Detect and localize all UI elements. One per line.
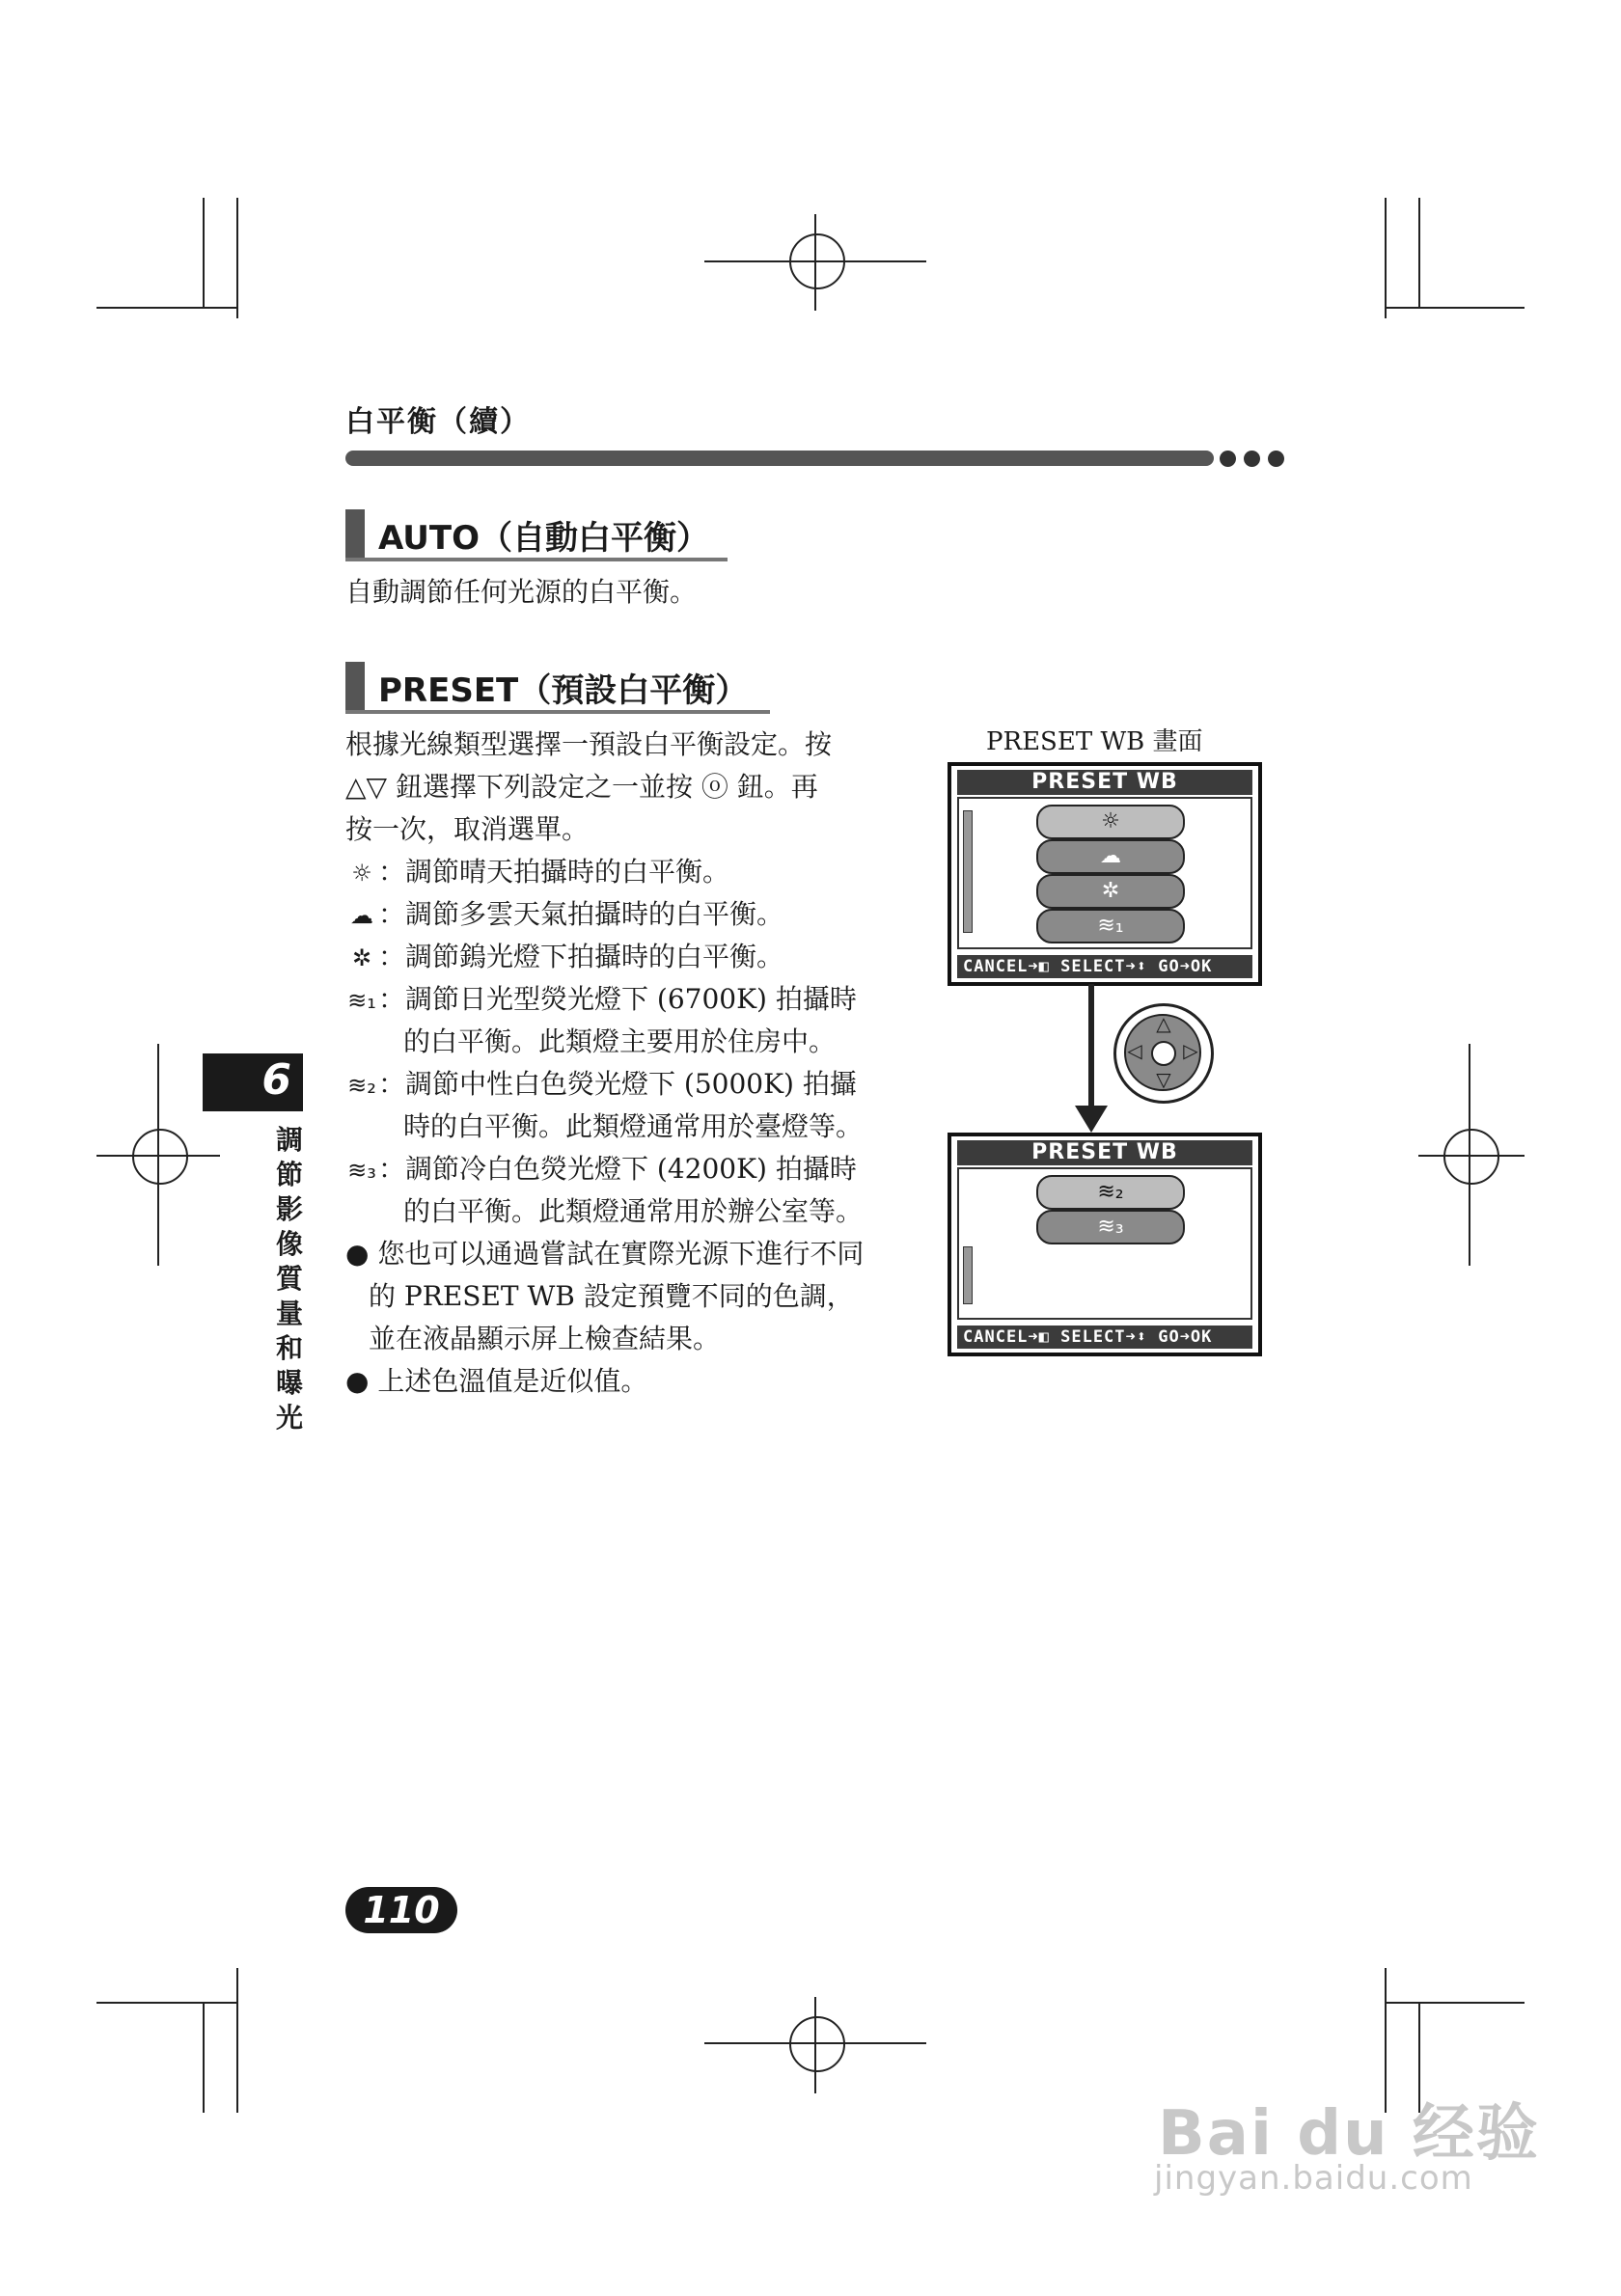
preset-intro-line: 按一次，取消選單。 [345,813,590,845]
wb-option-fluorescent-2: ≋₂ [1036,1175,1185,1210]
wb-option-fluorescent-3: ≋₃ [1036,1210,1185,1244]
wb-option-sunny: ☼ [1036,805,1185,839]
page-number: 110 [345,1887,457,1933]
baidu-watermark-url: jingyan.baidu.com [1154,2159,1473,2198]
heading-marker [345,509,365,558]
header-dot [1244,451,1260,467]
preset-item-tungsten [345,936,783,974]
arrow-left-icon: ◁ [1127,1039,1142,1062]
header-dot [1220,451,1236,467]
preset-item-sunny [345,851,729,889]
wb-option-tungsten: ✲ [1036,874,1185,909]
screen-menu [957,797,1252,949]
fluorescent-2-icon: ≋₂ [347,1072,376,1099]
screen-title: PRESET WB [957,1140,1252,1165]
tungsten-icon: ✲ [351,944,372,971]
down-arrow-shaft [1088,984,1094,1109]
scrollbar [963,810,973,933]
screen-footer: CANCEL➜◧ SELECT➜⬍ GO➜OK [957,955,1252,978]
screen-title: PRESET WB [957,770,1252,795]
note-bullet: ● 您也可以通過嘗試在實際光源下進行不同 [345,1238,865,1270]
figure-caption: PRESET WB 畫面 [986,727,1203,756]
chapter-number: 6 [261,1055,291,1105]
preset-item-text: 的白平衡。此類燈通常用於辦公室等。 [403,1195,864,1227]
preset-wb-screen-2 [948,1133,1262,1356]
preset-item-text: ：調節中性白色熒光燈下 (5000K) 拍攝 [378,1068,857,1100]
header-dot [1268,451,1284,467]
preset-intro-line: 根據光線類型選擇一預設白平衡設定。按 [345,728,833,760]
note-text: 並在液晶顯示屏上檢查結果。 [369,1323,721,1354]
preset-item-text: ：調節晴天拍攝時的白平衡。 [378,856,730,888]
fluorescent-1-icon: ≋₁ [347,987,376,1014]
arrow-right-icon: ▷ [1183,1039,1198,1062]
auto-section-description: 自動調節任何光源的白平衡。 [345,576,698,608]
fluorescent-3-icon: ≋₃ [347,1157,376,1184]
preset-item-text: ：調節鎢光燈下拍攝時的白平衡。 [378,941,784,972]
auto-section-title: AUTO（自動白平衡） [378,519,709,558]
wb-option-cloudy: ☁ [1036,839,1185,874]
heading-underline [345,710,770,714]
note-text: 的 PRESET WB 設定預覽不同的色調， [369,1280,854,1312]
running-header-title: 白平衡（續） [345,405,531,439]
preset-section-title: PRESET（預設白平衡） [378,671,749,710]
chapter-tab [203,1053,303,1111]
down-arrow-head [1075,1106,1108,1133]
scrollbar [963,1246,973,1304]
arrow-down-icon: ▽ [1156,1068,1171,1091]
preset-item-text: ：調節多雲天氣拍攝時的白平衡。 [378,898,784,930]
preset-item-text: ：調節日光型熒光燈下 (6700K) 拍攝時 [378,983,857,1015]
heading-underline [345,558,728,561]
preset-item-fluorescent-3 [345,1148,857,1187]
arrow-pad-center [1151,1041,1176,1066]
preset-wb-screen-1 [948,762,1262,986]
preset-intro-line: △▽ 鈕選擇下列設定之一並按 ⓞ 鈕。再 [345,771,818,803]
heading-marker [345,662,365,710]
screen-footer: CANCEL➜◧ SELECT➜⬍ GO➜OK [957,1326,1252,1349]
preset-item-text: 時的白平衡。此類燈通常用於臺燈等。 [403,1110,864,1142]
preset-item-text: ：調節冷白色熒光燈下 (4200K) 拍攝時 [378,1153,857,1185]
header-rule [345,451,1214,466]
preset-item-cloudy [345,893,783,932]
cloud-icon: ☁ [350,902,373,929]
preset-item-fluorescent-2 [345,1063,857,1102]
chapter-title: 調節影像質量和曝光 [275,1124,303,1434]
arrow-pad-icon [1113,1003,1214,1104]
note-text: 您也可以通過嘗試在實際光源下進行不同 [377,1238,865,1270]
note-bullet: ● 上述色溫值是近似值。 [345,1365,648,1397]
wb-option-fluorescent-1: ≋₁ [1036,909,1185,943]
baidu-watermark: Bai du 经验 [1158,2098,1540,2170]
preset-item-fluorescent-1 [345,978,857,1017]
sun-icon: ☼ [351,860,372,887]
note-text: 上述色溫值是近似值。 [377,1365,648,1397]
arrow-up-icon: △ [1156,1012,1171,1035]
preset-item-text: 的白平衡。此類燈主要用於住房中。 [403,1025,837,1057]
screen-menu [957,1167,1252,1320]
